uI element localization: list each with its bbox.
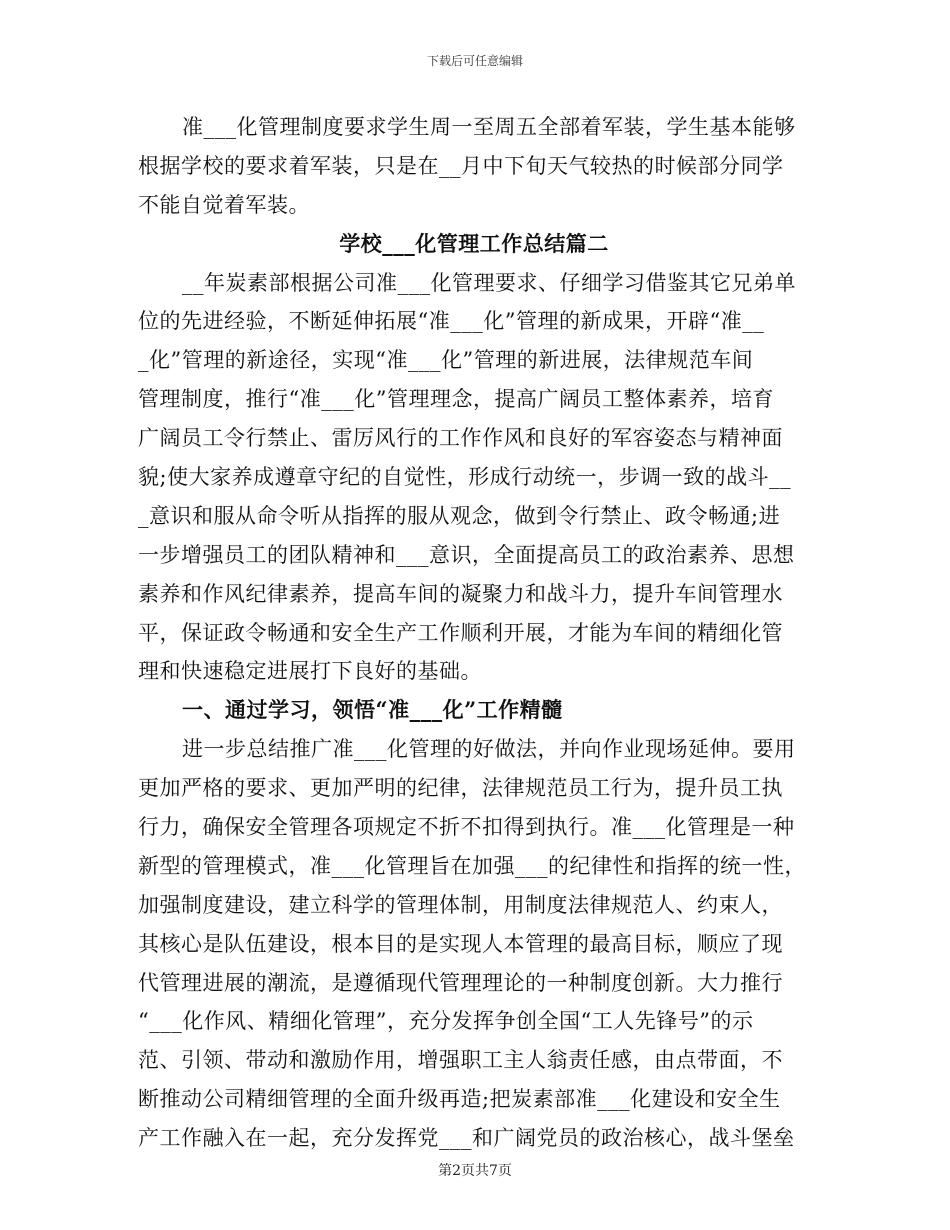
- paragraph-line: 貌;使大家养成遵章守纪的自觉性，形成行动统一，步调一致的战斗__: [138, 465, 792, 490]
- paragraph-line: 范、引领、带动和激励作用，增强职工主人翁责任感，由点带面，不: [138, 1048, 783, 1073]
- paragraph-line: 准___化管理制度要求学生周一至周五全部着军装，学生基本能够: [182, 115, 796, 139]
- paragraph-line: 广阔员工令行禁止、雷厉风行的工作作风和良好的军容姿态与精神面: [138, 426, 783, 451]
- paragraph-line: 管理制度，推行“准___化”管理理念，提高广阔员工整体素养，培育: [138, 387, 774, 412]
- paragraph-line: 断推动公司精细管理的全面升级再造;把炭素部准___化建设和安全生: [138, 1087, 781, 1112]
- document-body: [138, 108, 810, 1158]
- paragraph-line: 行力，确保安全管理各项规定不折不扣得到执行。准___化管理是一种: [138, 815, 795, 840]
- paragraph-line: 更加严格的要求、更加严明的纪律，法律规范员工行为，提升员工执: [138, 776, 783, 801]
- paragraph-line: 位的先进经验，不断延伸拓展“准___化”管理的新成果，开辟“准__: [138, 309, 765, 334]
- paragraph-line: 代管理进展的潮流，是遵循现代管理理论的一种制度创新。大力推行: [138, 970, 783, 995]
- paragraph-line: _化”管理的新途径，实现“准___化”管理的新进展，法律规范车间: [138, 348, 754, 373]
- paragraph-line: 理和快速稳定进展打下良好的基础。: [138, 659, 482, 684]
- paragraph-line: __年炭素部根据公司准___化管理要求、仔细学习借鉴其它兄弟单: [182, 270, 796, 295]
- subsection-heading: 一、通过学习，领悟“准___化”工作精髓: [182, 697, 563, 723]
- paragraph-line: 新型的管理模式，准___化管理旨在加强___的纪律性和指挥的统一性，: [138, 853, 806, 878]
- paragraph-line: 其核心是队伍建设，根本目的是实现人本管理的最高目标，顺应了现: [138, 931, 783, 956]
- page-number: 第2页共7页: [438, 1163, 512, 1179]
- paragraph-line: 进一步总结推广准___化管理的好做法，并向作业现场延伸。要用: [182, 737, 796, 762]
- paragraph-line: _意识和服从命令听从指挥的服从观念，做到令行禁止、政令畅通;进: [138, 503, 781, 528]
- paragraph-line: “___化作风、精细化管理”，充分发挥争创全国“工人先锋号”的示: [138, 1009, 754, 1034]
- paragraph-line: 一步增强员工的团队精神和___意识，全面提高员工的政治素养、思想: [138, 542, 795, 567]
- paragraph-line: 平，保证政令畅通和安全生产工作顺利开展，才能为车间的精细化管: [138, 620, 783, 645]
- paragraph-line: 产工作融入在一起，充分发挥党___和广阔党员的政治核心，战斗堡垒: [138, 1126, 795, 1151]
- paragraph-line: 加强制度建设，建立科学的管理体制，用制度法律规范人、约束人，: [138, 892, 783, 917]
- paragraph-line: 素养和作风纪律素养，提高车间的凝聚力和战斗力，提升车间管理水: [138, 581, 783, 606]
- page-header-note: 下载后可任意编辑: [426, 54, 523, 68]
- section-title: 学校___化管理工作总结篇二: [339, 230, 609, 256]
- paragraph-line: 根据学校的要求着军装，只是在__月中下旬天气较热的时候部分同学: [138, 153, 784, 178]
- paragraph-line: 不能自觉着军装。: [138, 192, 310, 217]
